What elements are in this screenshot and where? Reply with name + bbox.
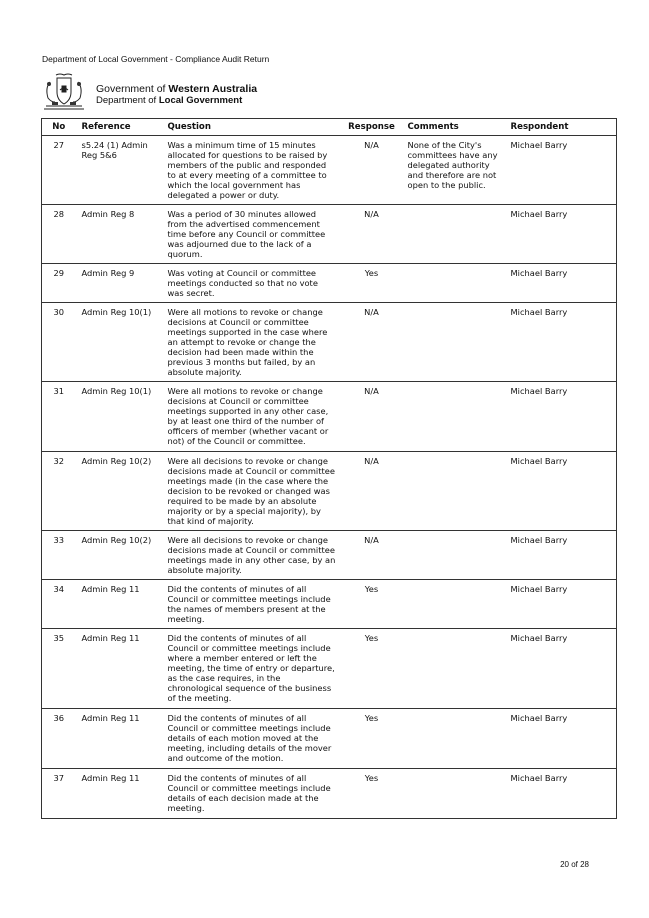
cell-reference: Admin Reg 11 [76,629,162,709]
cell-reference: Admin Reg 10(1) [76,303,162,382]
cell-question: Were all motions to revoke or change decisions at Council or committee meetings supported in any other case, by at least one third of the number of officers of member (whether vacant or not) of the Council or committee. [162,382,342,452]
cell-response: Yes [342,629,402,709]
cell-no: 35 [42,629,76,709]
table-row [42,629,617,709]
table-row [42,709,617,769]
cell-response: Yes [342,769,402,819]
cell-response: N/A [342,382,402,452]
cell-respondent: Michael Barry [505,709,617,769]
cell-no: 32 [42,452,76,531]
cell-question: Did the contents of minutes of all Council or committee meetings include details of each decision made at the meeting. [162,769,342,819]
cell-respondent: Michael Barry [505,264,617,303]
table-row [42,264,617,303]
cell-respondent: Michael Barry [505,205,617,264]
cell-no: 28 [42,205,76,264]
cell-comments [402,205,505,264]
cell-question: Did the contents of minutes of all Council or committee meetings include details of each motion moved at the meeting, including details of the mover and outcome of the motion. [162,709,342,769]
cell-comments [402,709,505,769]
cell-response: Yes [342,580,402,629]
cell-reference: Admin Reg 10(2) [76,531,162,580]
cell-no: 30 [42,303,76,382]
header-question: Question [162,119,342,136]
header-reference: Reference [76,119,162,136]
cell-respondent: Michael Barry [505,580,617,629]
cell-response: N/A [342,303,402,382]
gov-line2-prefix: Department of [96,95,159,106]
cell-no: 37 [42,769,76,819]
cell-comments [402,303,505,382]
table-row [42,531,617,580]
cell-comments [402,531,505,580]
cell-no: 29 [42,264,76,303]
cell-comments [402,769,505,819]
cell-question: Was a minimum time of 15 minutes allocated for questions to be raised by members of the public and responded to at every meeting of a committee to which the local government has delegated a power or duty. [162,136,342,205]
cell-no: 31 [42,382,76,452]
table-row [42,205,617,264]
table-row [42,580,617,629]
cell-response: N/A [342,205,402,264]
header-comments: Comments [402,119,505,136]
cell-response: N/A [342,136,402,205]
header-respondent: Respondent [505,119,617,136]
cell-reference: Admin Reg 9 [76,264,162,303]
cell-question: Did the contents of minutes of all Council or committee meetings include the names of members present at the meeting. [162,580,342,629]
document-header-title: Department of Local Government - Compliance Audit Return [42,54,270,64]
cell-comments [402,264,505,303]
coat-of-arms-icon [40,72,88,112]
cell-comments [402,382,505,452]
compliance-audit-table [41,118,617,819]
cell-reference: Admin Reg 10(2) [76,452,162,531]
cell-question: Was voting at Council or committee meetings conducted so that no vote was secret. [162,264,342,303]
gov-line2-bold: Local Government [158,95,243,106]
table-row [42,382,617,452]
cell-response: N/A [342,531,402,580]
cell-comments [402,629,505,709]
cell-respondent: Michael Barry [505,382,617,452]
gov-line1-prefix: Government of [96,83,169,95]
cell-question: Were all decisions to revoke or change decisions made at Council or committee meetings made (in the case where the decision to be revoked or changed was required to be made by an absolute majority or by a special majority), by that kind of majority. [162,452,342,531]
cell-no: 27 [42,136,76,205]
cell-no: 36 [42,709,76,769]
cell-respondent: Michael Barry [505,531,617,580]
cell-response: Yes [342,709,402,769]
cell-no: 33 [42,531,76,580]
table-row [42,452,617,531]
cell-respondent: Michael Barry [505,769,617,819]
header-response: Response [342,119,402,136]
table-row [42,769,617,819]
page-number: 20 of 28 [560,860,589,869]
cell-reference: s5.24 (1) Admin Reg 5&6 [76,136,162,205]
cell-reference: Admin Reg 11 [76,580,162,629]
cell-question: Were all decisions to revoke or change decisions made at Council or committee meetings made in any other case, by an absolute majority. [162,531,342,580]
header-no: No [42,119,76,136]
cell-respondent: Michael Barry [505,136,617,205]
cell-reference: Admin Reg 10(1) [76,382,162,452]
table-row [42,303,617,382]
table-row [42,136,617,205]
cell-reference: Admin Reg 8 [76,205,162,264]
cell-question: Was a period of 30 minutes allowed from the advertised commencement time before any Council or committee was adjourned due to the lack of a quorum. [162,205,342,264]
cell-reference: Admin Reg 11 [76,709,162,769]
government-title [96,84,257,106]
cell-respondent: Michael Barry [505,452,617,531]
cell-respondent: Michael Barry [505,629,617,709]
gov-line1-bold: Western Australia [168,83,258,95]
cell-no: 34 [42,580,76,629]
cell-response: N/A [342,452,402,531]
cell-response: Yes [342,264,402,303]
table-header-row [42,119,617,136]
cell-comments [402,580,505,629]
cell-question: Did the contents of minutes of all Council or committee meetings include where a member entered or left the meeting, the time of entry or departure, as the case requires, in the chronological sequence of the business of the meeting. [162,629,342,709]
cell-question: Were all motions to revoke or change decisions at Council or committee meetings supported in the case where an attempt to revoke or change the decision had been made within the previous 3 months but failed, by an absolute majority. [162,303,342,382]
cell-comments: None of the City's committees have any delegated authority and therefore are not open to the public. [402,136,505,205]
cell-respondent: Michael Barry [505,303,617,382]
cell-comments [402,452,505,531]
cell-reference: Admin Reg 11 [76,769,162,819]
